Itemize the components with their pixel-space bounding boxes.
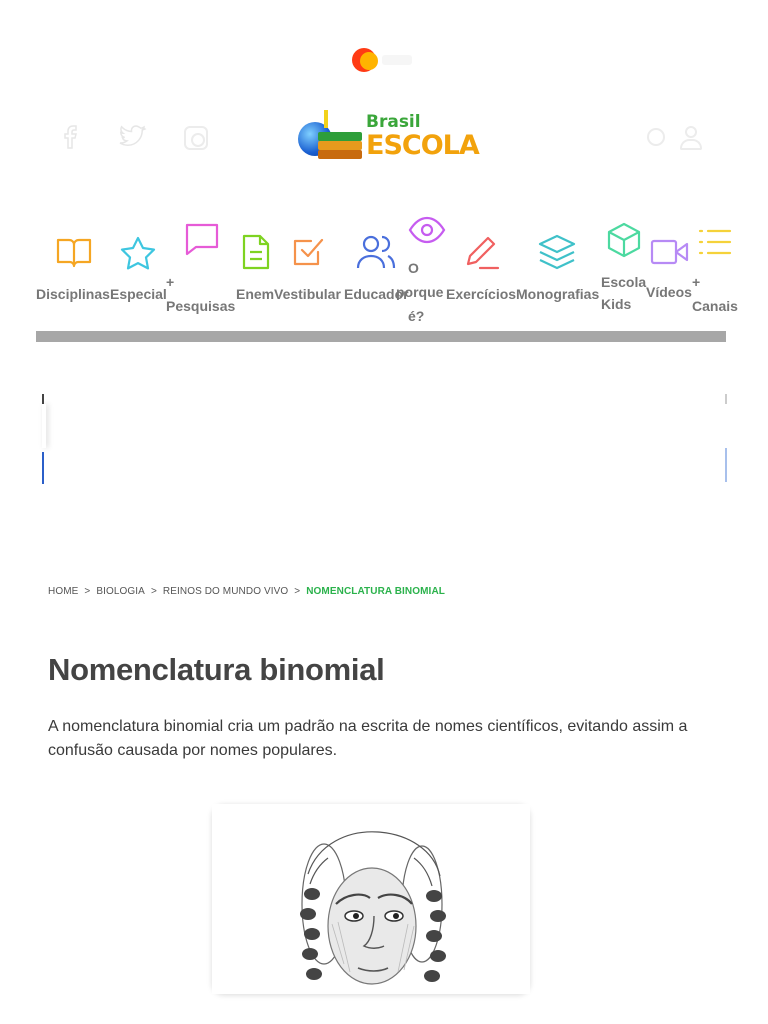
breadcrumb-separator: > <box>150 586 157 597</box>
nav-label: Monografias <box>516 286 600 302</box>
site-header <box>0 110 768 170</box>
checkbox-icon <box>292 234 326 268</box>
logo-line2: ESCOLA <box>366 130 479 161</box>
nav-label: Vestibular <box>274 286 341 302</box>
breadcrumb-current: NOMENCLATURA BINOMIAL <box>306 586 445 597</box>
book-icon <box>56 236 92 268</box>
category-nav <box>36 218 738 330</box>
star-icon <box>120 236 156 270</box>
nav-item-enem[interactable] <box>236 218 276 330</box>
users-icon <box>356 234 396 270</box>
nav-label: Exercícios <box>446 286 517 302</box>
nav-label-prefix: + <box>692 274 701 290</box>
article-image[interactable] <box>212 804 530 994</box>
search-icon[interactable] <box>647 128 665 146</box>
nav-label: Educador <box>344 286 409 302</box>
nav-label-prefix: + <box>166 274 175 290</box>
nav-label-suffix: é? <box>408 308 425 324</box>
breadcrumb-home[interactable]: HOME <box>48 586 79 597</box>
breadcrumb-reinos[interactable]: REINOS DO MUNDO VIVO <box>162 586 289 597</box>
menu-icon <box>698 228 732 256</box>
nav-label: Disciplinas <box>36 286 110 302</box>
breadcrumb-biologia[interactable]: BIOLOGIA <box>96 586 145 597</box>
document-icon <box>242 234 270 270</box>
video-icon <box>650 238 690 266</box>
user-icon[interactable] <box>679 126 703 152</box>
eye-icon <box>408 216 446 244</box>
nav-label: Especial <box>110 286 167 302</box>
pencil-graphic <box>324 110 328 128</box>
nav-label: Escola <box>601 274 647 290</box>
breadcrumb <box>48 586 445 597</box>
nav-label: Enem <box>236 286 275 302</box>
breadcrumb-separator: > <box>294 586 301 597</box>
nav-item-especial[interactable] <box>110 218 170 330</box>
breadcrumb-separator: > <box>84 586 91 597</box>
nav-item-monografias[interactable] <box>516 218 606 330</box>
logo-line1: Brasil <box>366 112 421 132</box>
page-title: Nomenclatura binomial <box>48 652 385 687</box>
chat-icon <box>184 222 220 256</box>
nav-item-escola-kids[interactable] <box>601 218 651 330</box>
nav-label-suffix: Kids <box>601 296 632 312</box>
nav-label-prefix: O <box>408 260 419 276</box>
brand-badge-placeholder <box>382 55 412 65</box>
nav-item-canais[interactable] <box>692 218 738 330</box>
nav-item-vestibular[interactable] <box>274 218 346 330</box>
facebook-icon[interactable] <box>64 126 76 154</box>
portrait-engraving <box>212 804 530 994</box>
instagram-icon[interactable] <box>184 126 208 150</box>
brasil-escola-logo[interactable] <box>296 110 480 168</box>
article-lead: A nomenclatura binomial cria um padrão na escrita de nomes científicos, evitando assim a confusão causada por nomes populares. <box>48 718 688 759</box>
nav-label: Vídeos <box>646 284 692 300</box>
brand-logo-icon <box>352 48 376 72</box>
nav-item-o-porque-e[interactable] <box>396 218 444 330</box>
brand-badge[interactable] <box>352 46 418 74</box>
nav-divider <box>36 331 726 342</box>
nav-label: Pesquisas <box>166 298 236 314</box>
nav-item-disciplinas[interactable] <box>36 218 110 330</box>
nav-item-exercicios[interactable] <box>446 218 520 330</box>
ad-slot[interactable] <box>42 394 727 484</box>
pencil-icon <box>464 234 500 270</box>
books-icon <box>318 132 362 162</box>
layers-icon <box>538 234 576 270</box>
cube-icon <box>607 222 641 258</box>
nav-item-educador[interactable] <box>344 218 409 330</box>
nav-item-videos[interactable] <box>646 218 694 330</box>
nav-item-pesquisas[interactable] <box>166 218 238 330</box>
twitter-icon[interactable] <box>120 126 146 154</box>
nav-label: porque <box>396 284 444 300</box>
nav-label: Canais <box>692 298 738 314</box>
